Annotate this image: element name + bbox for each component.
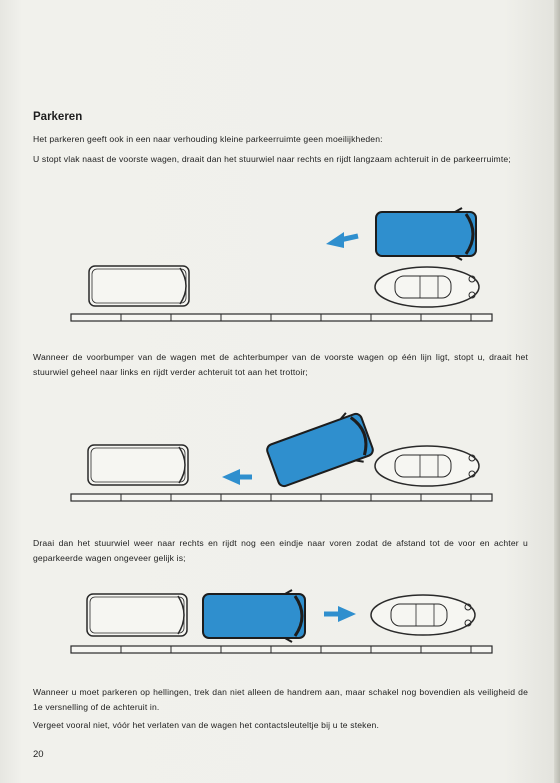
page-number: 20 bbox=[33, 749, 44, 760]
diagram-step2 bbox=[0, 400, 560, 515]
arrow-right-icon bbox=[324, 606, 356, 622]
book-spine-shadow bbox=[554, 0, 560, 783]
step2-paragraph: Wanneer de voorbumper van de wagen met de achterbumper van de voorste wagen op één lijn ligt, stopt u, draait het stuurwiel geheel naar links en rijdt verder achteruit tot aan het trottoir; bbox=[33, 352, 528, 377]
parked-van-rear bbox=[89, 266, 189, 306]
van-blue-parked bbox=[203, 590, 305, 642]
curb bbox=[71, 646, 492, 653]
intro-paragraph: Het parkeren geeft ook in een naar verhouding kleine parkeerruimte geen moeilijkheden: bbox=[33, 134, 383, 144]
parked-van-rear bbox=[88, 445, 188, 485]
section-title: Parkeren bbox=[33, 111, 83, 123]
arrow-left-icon bbox=[326, 232, 358, 248]
parked-van-rear bbox=[87, 594, 187, 636]
van-blue-angled bbox=[264, 408, 376, 491]
parked-beetle-front bbox=[371, 595, 475, 635]
parked-beetle-front bbox=[375, 267, 479, 307]
diagram-step1 bbox=[0, 200, 560, 330]
parked-beetle-front bbox=[375, 446, 479, 486]
step1-paragraph: U stopt vlak naast de voorste wagen, draait dan het stuurwiel naar rechts en rijdt langzaam achteruit in de parkeerruimte; bbox=[33, 154, 511, 164]
curb bbox=[71, 494, 492, 501]
diagram-step3 bbox=[0, 580, 560, 660]
slopes-paragraph: Wanneer u moet parkeren op hellingen, trek dan niet alleen de handrem aan, maar schakel nog bovendien als veiligheid de 1e versnelling of de achteruit in. bbox=[33, 687, 528, 712]
van-blue-reversing bbox=[376, 208, 476, 260]
curb bbox=[71, 314, 492, 321]
warning-paragraph: Vergeet vooral niet, vóór het verlaten van de wagen het contactsleuteltje bij u te steken. bbox=[33, 720, 379, 730]
step3-paragraph: Draai dan het stuurwiel weer naar rechts en rijdt nog een eindje naar voren zodat de afstand tot de voor en achter u geparkeerde wagen ongeveer gelijk is; bbox=[33, 538, 528, 563]
arrow-left-icon bbox=[222, 469, 252, 485]
